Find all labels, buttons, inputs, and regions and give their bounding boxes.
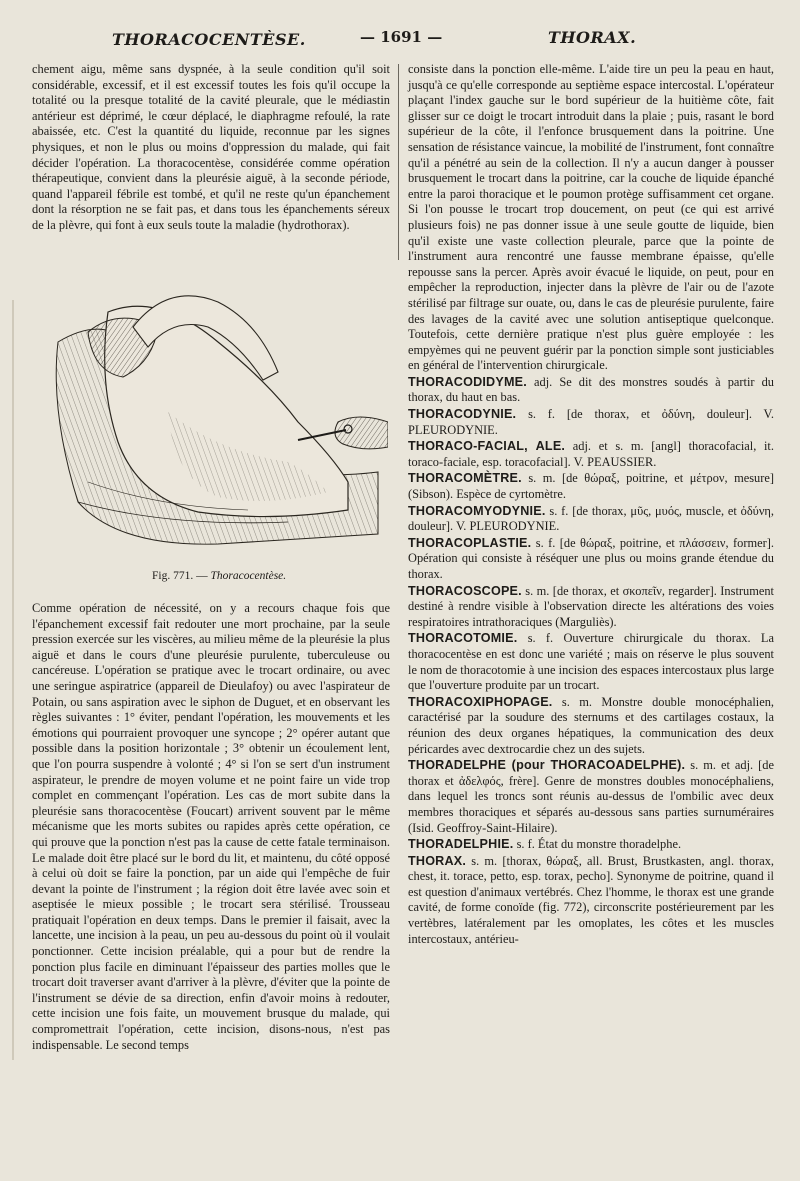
entry-definition: s. m. Monstre double monocéphalien, caractérisé par la soudure des sternums et des cartilages costaux, la réunion des deux organes hépatiques, la communication des deux péricardes avec dextrocardie chez un des sujets. (408, 694, 774, 756)
figure-caption (152, 570, 286, 582)
dictionary-entry (408, 375, 774, 406)
paragraph-continuation: chement aigu, même sans dyspnée, à la seule condition qu'il soit considérable, excessif, et il est excessif toutes les fois qu'il occupe la totalité ou la presque totalité de la cavité pleurale, que le médiastin antérieur est déprimé, le cœur déplacé, le diaphragme refoulé, la rate abaissée, etc. C'est la quantité du liquide, reconnue par les signes physiques, et non le plus ou moins d'oppression du malade, qui fait décider l'opération. La thoracocentèse, considérée comme opération thérapeutique, convient dans la pleurésie aiguë, à la seconde période, quand l'appareil fébrile est tombé, et qu'il ne reste qu'un épanchement dont la résorption ne se fait pas, et dans tous les épanchements séreux de la plèvre, qui font à eux seuls toute la maladie (hydrothorax). (32, 62, 390, 232)
page-gutter-shadow (12, 300, 14, 1060)
entry-headword: THORACODYNIE. (408, 407, 517, 422)
entry-headword: THORACOXIPHOPAGE. (408, 694, 553, 709)
entry-definition: s. f. [de thorax, μῦς, μυός, muscle, et ὀδύνη, douleur]. V. PLEURODYNIE. (408, 503, 774, 534)
dictionary-entry (408, 439, 774, 470)
entry-headword: THORACODIDYME. (408, 374, 527, 389)
left-column-bottom (32, 601, 390, 1053)
entry-definition: s. m. [de θώραξ, poitrine, et μέτρον, mesure] (Sibson). Espèce de cyrtomètre. (408, 471, 775, 502)
dictionary-entry (408, 854, 774, 948)
header-left-title: THORACOCENTÈSE. (112, 30, 306, 49)
header-right-title: THORAX. (548, 28, 637, 47)
engraving-illustration (48, 272, 388, 562)
entry-definition: s. f. [de thorax, et ὀδύνη, douleur]. V. PLEURODYNIE. (408, 407, 774, 437)
figure-thoracocentese-illustration (48, 272, 388, 562)
dictionary-entry (408, 758, 774, 836)
entry-headword: THORAX. (408, 853, 467, 868)
running-header (0, 24, 800, 52)
dictionary-entry (408, 837, 774, 853)
page-number: — 1691 — (360, 28, 443, 46)
entry-definition: s. m. et adj. [de thorax et ἀδελφός, frère]. Genre de monstres doubles monocéphaliens, dans lequel les troncs sont réunis au-dessus de l'ombilic avec deux membres thoraciques et séparés au-dessous sans parties surnuméraires (Isid. Geoffroy-Saint-Hilaire). (408, 758, 774, 835)
entry-headword: THORACOTOMIE. (408, 631, 518, 646)
column-divider (398, 64, 399, 260)
entry-definition: s. f. Ouverture chirurgicale du thorax. La thoracocentèse en est donc une variété ; mais on réserve le plus souvent le nom de thoracotomie à une incision des espaces intercostaux plus large que l'ouverture produite par un trocart. (408, 631, 774, 693)
dictionary-entry (408, 536, 774, 583)
dictionary-entry (408, 471, 774, 502)
entry-headword: THORACOMÈTRE. (408, 471, 522, 486)
dictionary-entry (408, 504, 774, 535)
entry-definition: s. f. [de θώραξ, poitrine, et πλάσσειν, former]. Opération qui consiste à réséquer une plus ou moins grande étendue du thorax. (408, 535, 774, 581)
entry-headword: THORACOPLASTIE. (408, 535, 532, 550)
figure-caption-title: Thoracocentèse. (210, 570, 287, 582)
entry-headword: THORADELPHE (pour THORACOADELPHE). (408, 758, 686, 773)
dictionary-entry (408, 407, 774, 438)
paragraph-continuation-right: consiste dans la ponction elle-même. L'aide tire un peu la peau en haut, jusqu'à ce qu'elle corresponde au septième espace intercostal. L'opérateur plaçant l'index gauche sur le bord supérieur de la huitième côte, fait glisser sur ce doigt le trocart introduit dans la plaie ; puis, rasant le bord supérieur de la côte, il l'enfonce brusquement dans la poitrine. Une sensation de résistance vaincue, la mobilité de l'instrument, font connaître qu'il a pénétré au sein de la collection. Il n'y a aucun danger à pousser brusquement le trocart dans la poitrine, car la couche de liquide épanché entre la paroi thoracique et le poumon protège suffisamment cet organe. Si l'on pousse le trocart trop doucement, on peut (ce qui est arrivé plusieurs fois) ne pas donner issue à une seule goutte de liquide, bien qu'il existe une vaste collection pleurale, parce que la pointe de l'instrument aura rencontré une fausse membrane épaisse, qu'elle repousse sans la percer. Après avoir évacué le liquide, on peut, pour en empêcher la reproduction, injecter dans la plèvre de l'air ou de l'azote stérilisé par filtrage sur ouate, ou, dans le cas de pleurésie purulente, faire des lavages de la cavité avec une solution antiseptique quelconque. Toutefois, cette dernière pratique n'est plus guère employée : les empyèmes qui ne peuvent guérir par la ponction simple sont justiciables en général de l'intervention chirurgicale. (408, 62, 774, 373)
entry-definition: s. f. État du monstre thoradelphe. (516, 837, 682, 852)
entry-headword: THORACOSCOPE. (408, 583, 522, 598)
paragraph-operation: Comme opération de nécessité, on y a recours chaque fois que l'épanchement excessif fait redouter une mort prochaine, par la seule pression exercée sur les viscères, au milieu même de la pleurésie la plus aiguë et dans le cours d'une pleurésie purulente, tuberculeuse ou cancéreuse. L'opération se pratique avec le trocart ordinaire, ou avec une seringue aspiratrice (appareil de Dieulafoy) ou avec l'aspirateur de Potain, ou sans aspiration avec le siphon de Duguet, et en observant les règles suivantes : 1° éviter, pendant l'opération, les mouvements et les émotions qui pourraient provoquer une syncope ; 2° opérer autant que possible dans la position horizontale ; 3° obtenir un écoulement lent, que l'on pourra suspendre à volonté ; 4° si l'on se sert d'un instrument aspirateur, le prendre de moyen volume et ne point faire un vide trop complet en commençant l'opération. Les cas de mort subite dans la pleurésie sans thoracocentèse (Foucart) arrivent souvent par le même mécanisme que les morts subites ou rapides après cette opération, ce qui prouve que la ponction n'est pas la cause de cette fatale terminaison. Le malade doit être placé sur le bord du lit, et maintenu, du côté opposé à celui où doit se faire la ponction, par un aide qui l'empêche de fuir devant la pointe de l'instrument ; la région doit être lavée avec soin et aseptisée le mieux possible ; le trocart sera stérilisé. Trousseau pratiquait l'opération en deux temps. Dans le premier il faisait, avec la lancette, une incision à la peau, un peu au-dessous du point où il voulait ponctionner. Cette incision préalable, qui a pour but de rendre la ponction plus facile en diminuant l'épaisseur des parties molles que le trocart doit traverser avant d'arriver à la plèvre, d'éviter que la pointe de l'instrument se dévie de sa direction, enfin d'avoir moins à redouter, cette incision une fois faite, un mouvement brusque du malade, qui compromettrait l'opération, cette incision, disons-nous, n'est pas indispensable. Le second temps (32, 601, 390, 1052)
left-column-top (32, 62, 390, 234)
right-column (408, 62, 774, 947)
dictionary-entry (408, 584, 774, 631)
figure-caption-prefix: Fig. 771. — (152, 570, 208, 582)
entry-definition: s. m. [de thorax, et σκοπεῖν, regarder]. Instrument destiné à rendre visible à l'observation directe les altérations des voies respiratoires intrathoraciques (Marguliès). (408, 583, 774, 629)
entry-definition: adj. et s. m. [angl] thoracofacial, it. toraco-faciale, esp. toracofacial]. V. PEAUSSIER. (408, 439, 774, 469)
entry-definition: s. m. [thorax, θώραξ, all. Brust, Brustkasten, angl. thorax, chest, it. torace, petto, esp. torax, pecho]. Synonyme de poitrine, quand il est question d'animaux vertébrés. Chez l'homme, le thorax est une grande cavité, de forme conoïde (fig. 772), circonscrite postérieurement par les vertèbres, latéralement par les omoplates, les côtes et les muscles intercostaux, antérieu- (408, 853, 774, 946)
entry-headword: THORACOMYODYNIE. (408, 503, 546, 518)
dictionary-entry (408, 631, 774, 693)
entry-headword: THORACO-FACIAL, ALE. (408, 439, 566, 454)
entry-headword: THORADELPHIE. (408, 837, 514, 852)
dictionary-entry (408, 695, 774, 757)
entry-definition: adj. Se dit des monstres soudés à partir du thorax, du haut en bas. (408, 374, 774, 405)
